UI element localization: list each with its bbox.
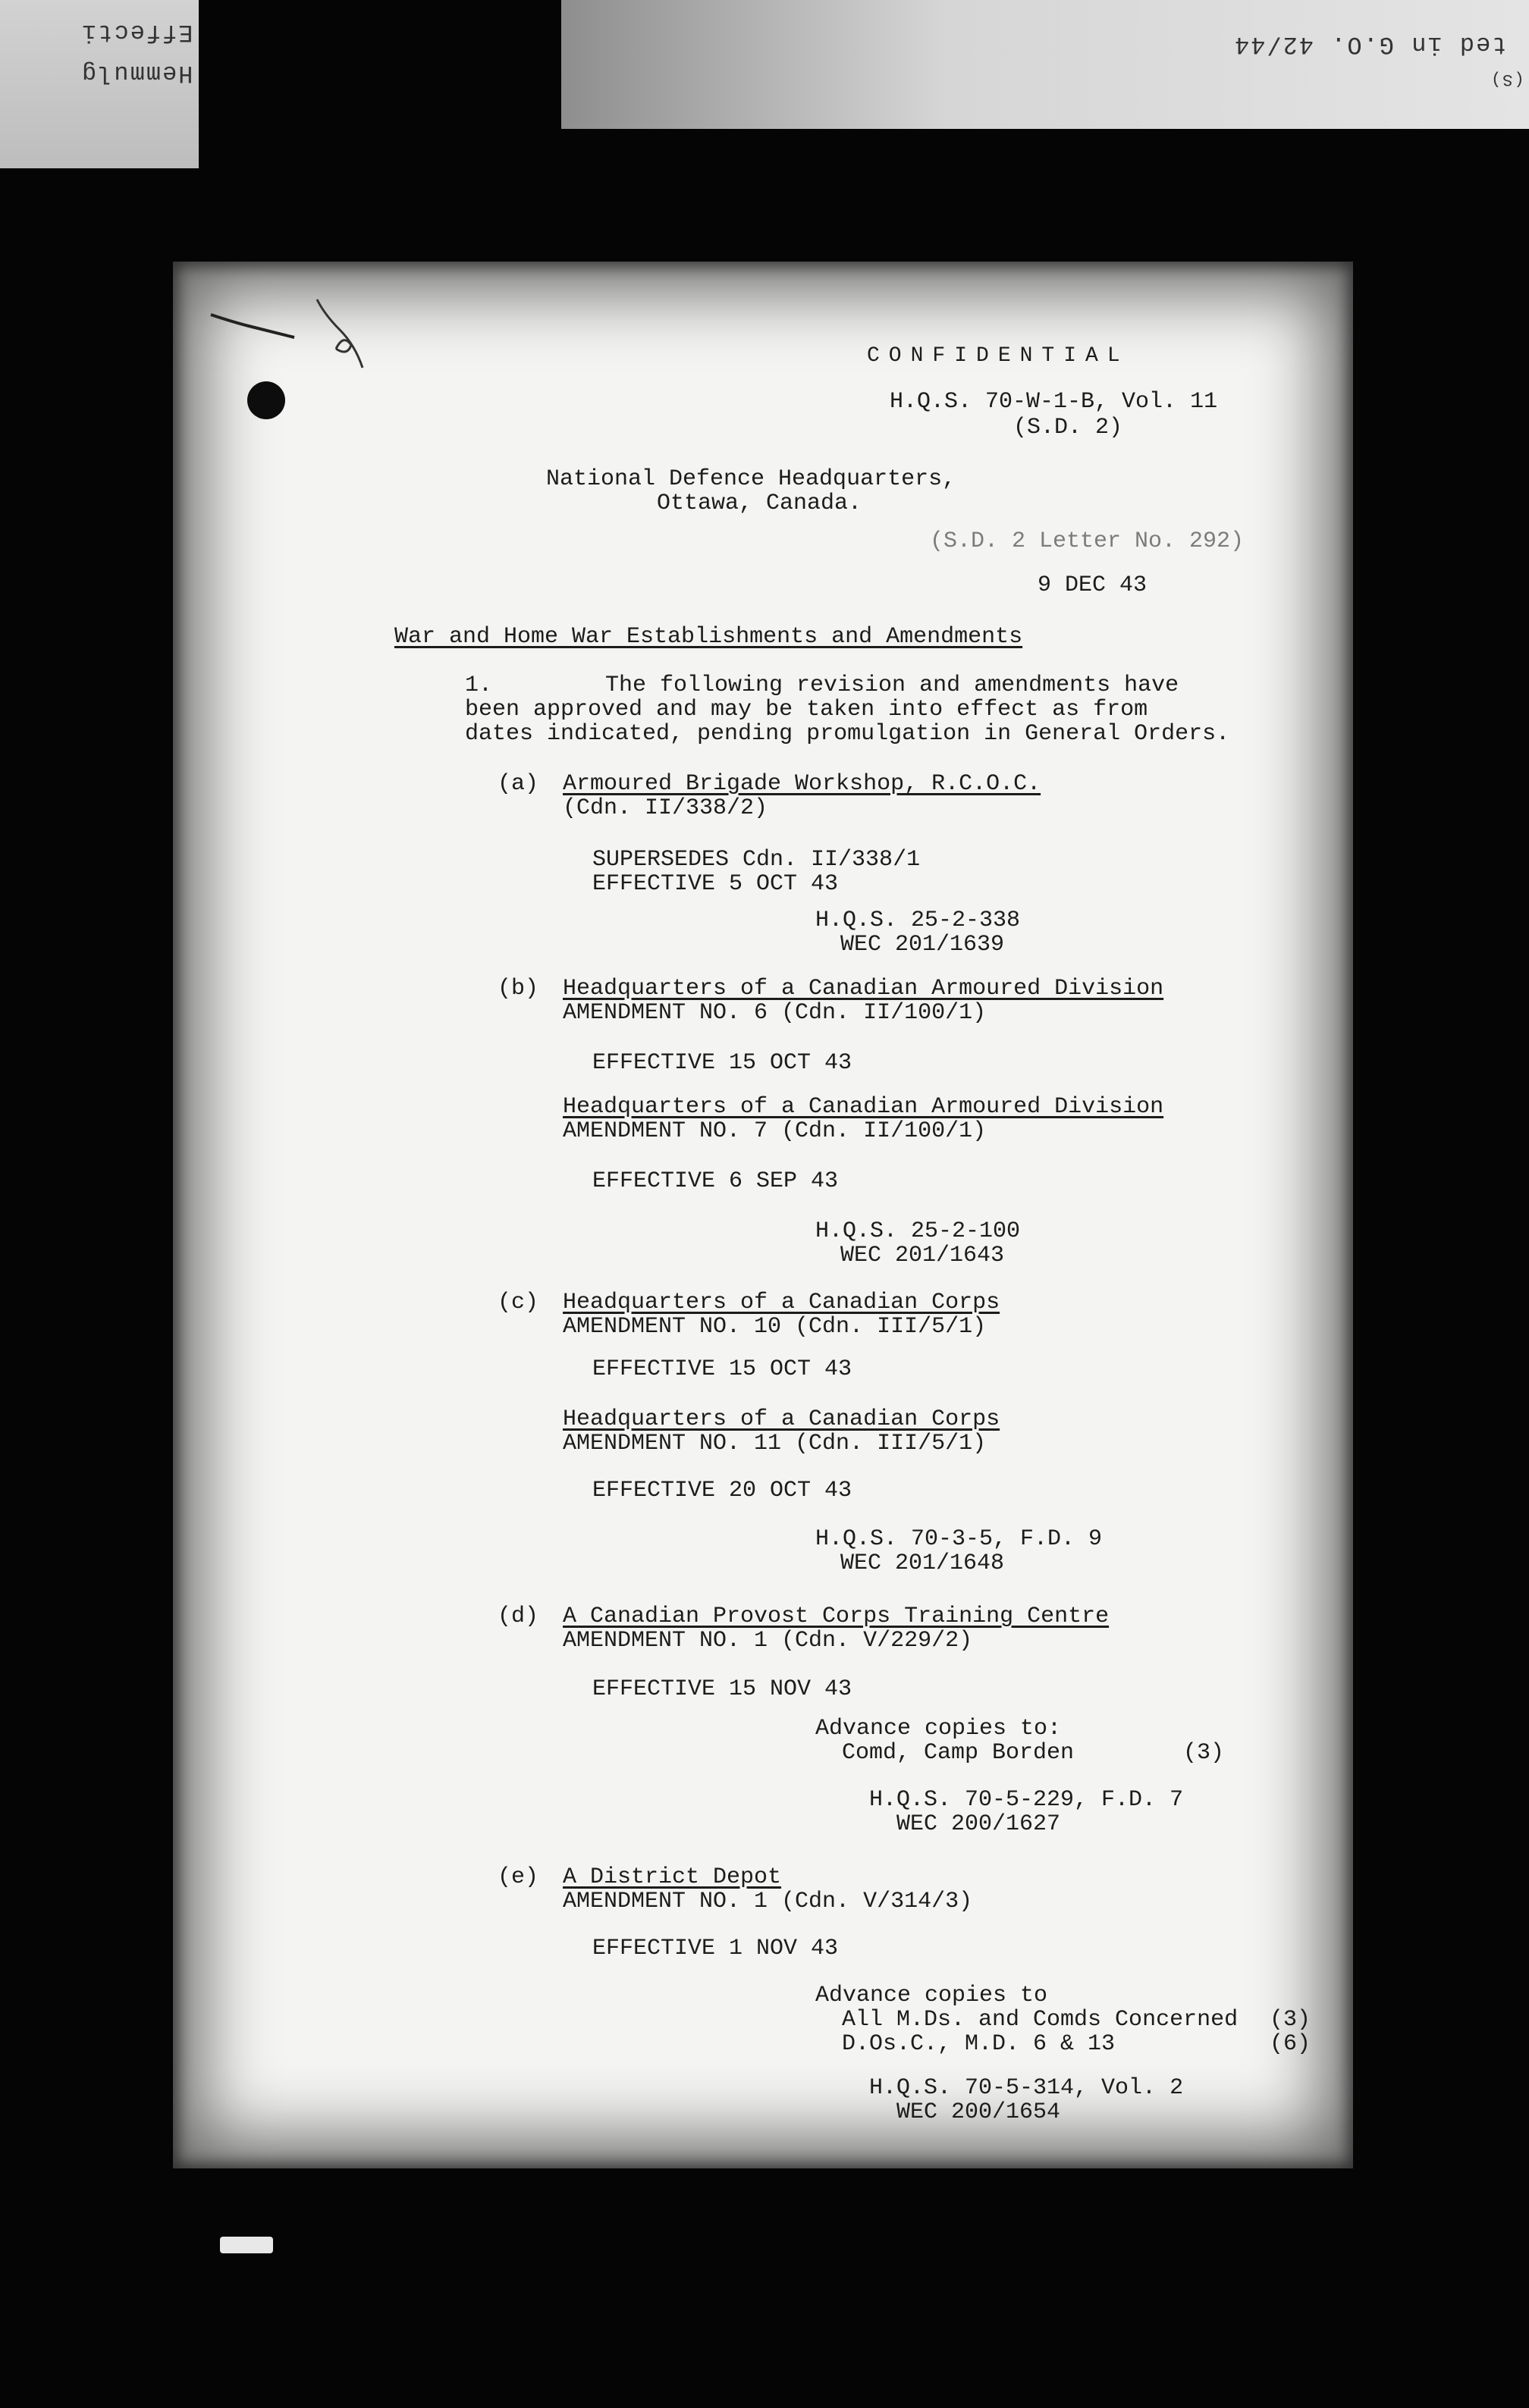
file-sub-reference: (S.D. 2) (1013, 415, 1123, 441)
paragraph-number: 1. (465, 673, 493, 698)
item-letter: (c) (498, 1290, 539, 1315)
item-effective: EFFECTIVE 1 NOV 43 (592, 1936, 839, 1961)
item-effective: EFFECTIVE 15 OCT 43 (592, 1050, 852, 1076)
organization-line-2: Ottawa, Canada. (657, 491, 862, 516)
item-sub: AMENDMENT NO. 10 (Cdn. III/5/1) (563, 1314, 987, 1340)
item-sub: AMENDMENT NO. 7 (Cdn. II/100/1) (563, 1118, 987, 1144)
item-ref-hqs: H.Q.S. 70-5-314, Vol. 2 (869, 2075, 1184, 2101)
ink-blot (247, 381, 285, 419)
item-effective: EFFECTIVE 6 SEP 43 (592, 1168, 839, 1194)
advance-copies-recipient: D.Os.C., M.D. 6 & 13 (842, 2031, 1116, 2057)
advance-copies-heading: Advance copies to (815, 1983, 1048, 2008)
item-title: Headquarters of a Canadian Armoured Division (563, 976, 1164, 1002)
adjacent-document-scrap-right (561, 0, 1529, 129)
scrap-text: ted in G.O. 42/44 (1232, 30, 1506, 58)
item-title: A District Depot (563, 1864, 782, 1890)
item-sub: AMENDMENT NO. 1 (Cdn. V/314/3) (563, 1889, 973, 1914)
item-effective: EFFECTIVE 5 OCT 43 (592, 871, 839, 897)
pen-scribble-icon (203, 284, 370, 375)
item-sub: AMENDMENT NO. 6 (Cdn. II/100/1) (563, 1000, 987, 1026)
item-ref-wec: WEC 200/1627 (896, 1811, 1061, 1837)
item-sub: AMENDMENT NO. 11 (Cdn. III/5/1) (563, 1431, 987, 1456)
advance-copies-heading: Advance copies to: (815, 1716, 1062, 1742)
item-ref-hqs: H.Q.S. 70-3-5, F.D. 9 (815, 1526, 1103, 1552)
item-letter: (e) (498, 1864, 539, 1890)
item-title: Headquarters of a Canadian Corps (563, 1290, 1000, 1315)
item-ref-wec: WEC 201/1639 (840, 932, 1005, 958)
advance-copies-count: (3) (1183, 1740, 1225, 1766)
item-ref-wec: WEC 200/1654 (896, 2099, 1061, 2125)
item-supersedes: SUPERSEDES Cdn. II/338/1 (592, 847, 921, 873)
intro-line-3: dates indicated, pending promulgation in General Orders. (465, 721, 1230, 747)
item-ref-hqs: H.Q.S. 70-5-229, F.D. 7 (869, 1787, 1184, 1813)
letter-number: (S.D. 2 Letter No. 292) (930, 528, 1245, 554)
item-ref-wec: WEC 201/1648 (840, 1550, 1005, 1576)
organization-line-1: National Defence Headquarters, (546, 466, 956, 492)
item-sub: AMENDMENT NO. 1 (Cdn. V/229/2) (563, 1628, 973, 1654)
film-artifact (220, 2237, 273, 2253)
advance-copies-recipient: Comd, Camp Borden (842, 1740, 1075, 1766)
item-title: Headquarters of a Canadian Armoured Division (563, 1094, 1164, 1120)
item-effective: EFFECTIVE 15 NOV 43 (592, 1676, 852, 1702)
item-effective: EFFECTIVE 15 OCT 43 (592, 1356, 852, 1382)
file-reference: H.Q.S. 70-W-1-B, Vol. 11 (890, 389, 1218, 415)
advance-copies-count: (3) (1270, 2007, 1311, 2033)
item-letter: (d) (498, 1604, 539, 1629)
item-ref-hqs: H.Q.S. 25-2-338 (815, 908, 1021, 933)
scrap-text: Effecti (80, 18, 193, 46)
scrap-text: (S) (1490, 70, 1524, 89)
item-ref-wec: WEC 201/1643 (840, 1243, 1005, 1268)
item-letter: (a) (498, 771, 539, 797)
item-title: A Canadian Provost Corps Training Centre (563, 1604, 1110, 1629)
document-date: 9 DEC 43 (1038, 572, 1148, 598)
document-sheet (173, 262, 1353, 2168)
intro-line-2: been approved and may be taken into effect as from (465, 697, 1148, 723)
scrap-text: Hemmulg (80, 59, 193, 87)
subject-heading: War and Home War Establishments and Amendments (394, 624, 1023, 650)
intro-line-1: The following revision and amendments have (605, 673, 1179, 698)
classification-label: CONFIDENTIAL (867, 344, 1129, 368)
advance-copies-recipient: All M.Ds. and Comds Concerned (842, 2007, 1239, 2033)
item-title: Armoured Brigade Workshop, R.C.O.C. (563, 771, 1041, 797)
item-effective: EFFECTIVE 20 OCT 43 (592, 1478, 852, 1503)
advance-copies-count: (6) (1270, 2031, 1311, 2057)
item-ref-hqs: H.Q.S. 25-2-100 (815, 1218, 1021, 1244)
item-sub: (Cdn. II/338/2) (563, 795, 768, 821)
adjacent-document-scrap-left (0, 0, 199, 168)
item-title: Headquarters of a Canadian Corps (563, 1406, 1000, 1432)
item-letter: (b) (498, 976, 539, 1002)
